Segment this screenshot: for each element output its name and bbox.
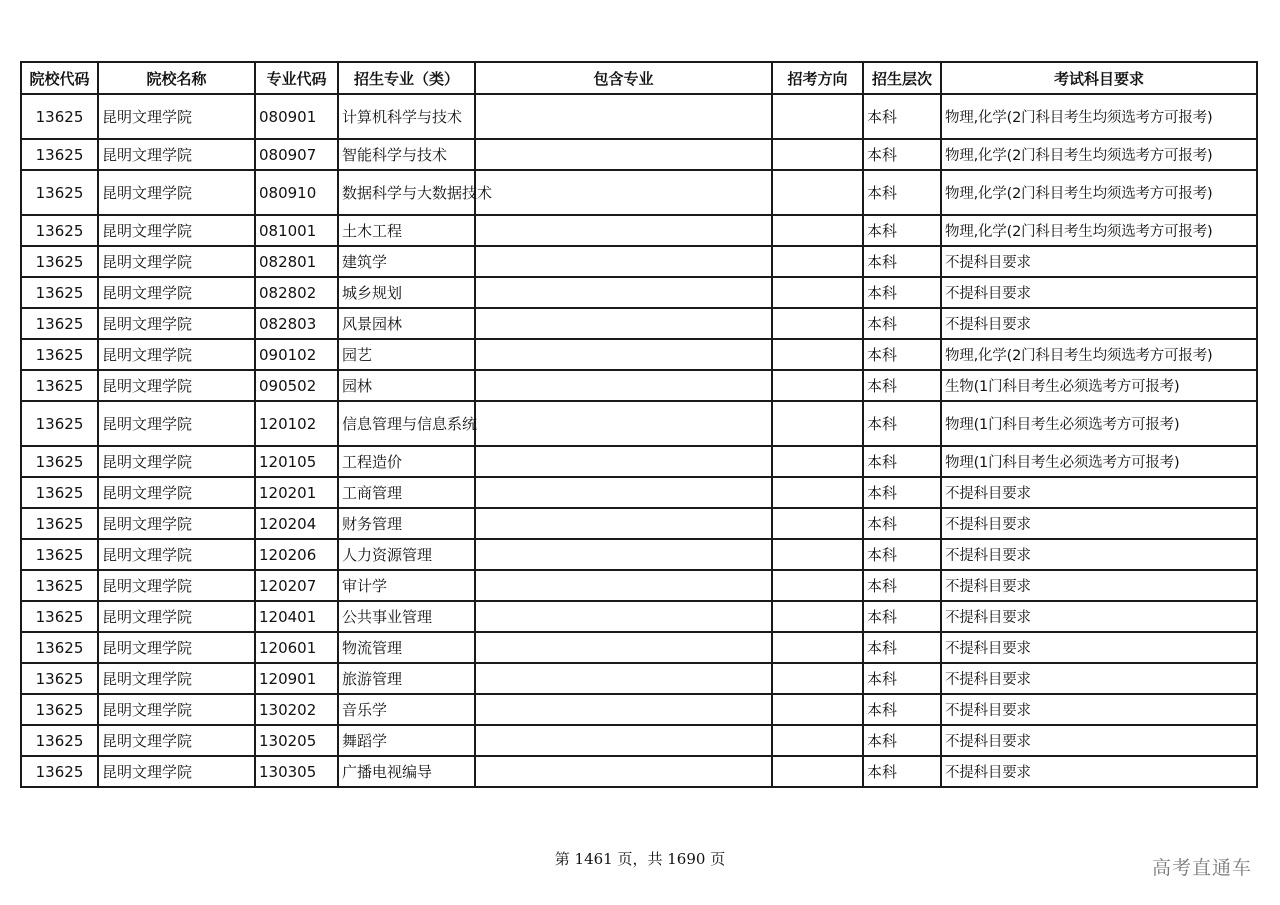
cell-school-code: 13625: [21, 756, 98, 787]
cell-school-code: 13625: [21, 632, 98, 663]
cell-major-code: 130202: [255, 694, 338, 725]
cell-direction: [772, 663, 863, 694]
cell-school-name: 昆明文理学院: [98, 139, 255, 170]
table-row: [21, 170, 1257, 215]
cell-level: 本科: [863, 539, 941, 570]
cell-major: 工商管理: [338, 477, 475, 508]
cell-major: 旅游管理: [338, 663, 475, 694]
table-row: [21, 94, 1257, 139]
table-row: [21, 246, 1257, 277]
cell-school-code: 13625: [21, 663, 98, 694]
cell-direction: [772, 446, 863, 477]
cell-school-code: 13625: [21, 539, 98, 570]
cell-major: 建筑学: [338, 246, 475, 277]
cell-level: 本科: [863, 756, 941, 787]
cell-major: 公共事业管理: [338, 601, 475, 632]
cell-major: 财务管理: [338, 508, 475, 539]
cell-included-majors: [475, 632, 772, 663]
cell-subject-requirement: 物理(1门科目考生必须选考方可报考): [941, 446, 1257, 477]
cell-school-name: 昆明文理学院: [98, 246, 255, 277]
cell-school-name: 昆明文理学院: [98, 663, 255, 694]
cell-subject-requirement: 物理,化学(2门科目考生均须选考方可报考): [941, 94, 1257, 139]
cell-major-code: 120206: [255, 539, 338, 570]
cell-subject-requirement: 物理,化学(2门科目考生均须选考方可报考): [941, 139, 1257, 170]
cell-included-majors: [475, 508, 772, 539]
cell-major-code: 082803: [255, 308, 338, 339]
header-subject-requirement: 考试科目要求: [941, 62, 1257, 94]
table-row: [21, 725, 1257, 756]
cell-direction: [772, 139, 863, 170]
cell-school-code: 13625: [21, 339, 98, 370]
cell-included-majors: [475, 215, 772, 246]
cell-school-name: 昆明文理学院: [98, 539, 255, 570]
cell-subject-requirement: 不提科目要求: [941, 725, 1257, 756]
cell-school-code: 13625: [21, 446, 98, 477]
cell-major-code: 080907: [255, 139, 338, 170]
cell-included-majors: [475, 539, 772, 570]
cell-subject-requirement: 不提科目要求: [941, 477, 1257, 508]
cell-school-code: 13625: [21, 401, 98, 446]
cell-school-code: 13625: [21, 94, 98, 139]
cell-major-code: 120401: [255, 601, 338, 632]
header-level: 招生层次: [863, 62, 941, 94]
cell-direction: [772, 339, 863, 370]
cell-school-name: 昆明文理学院: [98, 694, 255, 725]
cell-subject-requirement: 不提科目要求: [941, 663, 1257, 694]
cell-school-name: 昆明文理学院: [98, 570, 255, 601]
table-row: [21, 370, 1257, 401]
cell-included-majors: [475, 139, 772, 170]
cell-direction: [772, 601, 863, 632]
cell-included-majors: [475, 570, 772, 601]
table-row: [21, 570, 1257, 601]
cell-major-code: 120204: [255, 508, 338, 539]
cell-direction: [772, 570, 863, 601]
page-number: 第 1461 页，共 1690 页: [554, 850, 726, 868]
header-major: 招生专业（类）: [338, 62, 475, 94]
cell-school-code: 13625: [21, 277, 98, 308]
cell-included-majors: [475, 663, 772, 694]
cell-level: 本科: [863, 601, 941, 632]
cell-direction: [772, 694, 863, 725]
cell-direction: [772, 539, 863, 570]
table-body: [21, 94, 1257, 787]
cell-school-name: 昆明文理学院: [98, 632, 255, 663]
cell-subject-requirement: 物理,化学(2门科目考生均须选考方可报考): [941, 339, 1257, 370]
cell-school-code: 13625: [21, 477, 98, 508]
cell-major-code: 082801: [255, 246, 338, 277]
header-included-majors: 包含专业: [475, 62, 772, 94]
cell-level: 本科: [863, 139, 941, 170]
cell-major-code: 080910: [255, 170, 338, 215]
cell-major-code: 120105: [255, 446, 338, 477]
cell-level: 本科: [863, 339, 941, 370]
cell-subject-requirement: 不提科目要求: [941, 308, 1257, 339]
table-row: [21, 508, 1257, 539]
cell-included-majors: [475, 170, 772, 215]
cell-subject-requirement: 不提科目要求: [941, 694, 1257, 725]
cell-included-majors: [475, 756, 772, 787]
admissions-table: [20, 61, 1258, 788]
cell-included-majors: [475, 94, 772, 139]
cell-level: 本科: [863, 94, 941, 139]
cell-level: 本科: [863, 446, 941, 477]
cell-direction: [772, 508, 863, 539]
cell-included-majors: [475, 339, 772, 370]
cell-direction: [772, 277, 863, 308]
cell-major: 物流管理: [338, 632, 475, 663]
cell-direction: [772, 370, 863, 401]
cell-major-code: 130305: [255, 756, 338, 787]
cell-major: 人力资源管理: [338, 539, 475, 570]
cell-included-majors: [475, 477, 772, 508]
cell-school-name: 昆明文理学院: [98, 370, 255, 401]
cell-major: 计算机科学与技术: [338, 94, 475, 139]
header-school-code: 院校代码: [21, 62, 98, 94]
cell-major: 音乐学: [338, 694, 475, 725]
cell-subject-requirement: 不提科目要求: [941, 756, 1257, 787]
cell-level: 本科: [863, 215, 941, 246]
cell-major: 智能科学与技术: [338, 139, 475, 170]
cell-direction: [772, 94, 863, 139]
cell-major: 城乡规划: [338, 277, 475, 308]
cell-included-majors: [475, 246, 772, 277]
cell-school-code: 13625: [21, 694, 98, 725]
cell-subject-requirement: 不提科目要求: [941, 632, 1257, 663]
table-row: [21, 339, 1257, 370]
cell-direction: [772, 756, 863, 787]
cell-school-name: 昆明文理学院: [98, 215, 255, 246]
cell-major: 广播电视编导: [338, 756, 475, 787]
cell-included-majors: [475, 401, 772, 446]
cell-school-name: 昆明文理学院: [98, 94, 255, 139]
cell-included-majors: [475, 308, 772, 339]
cell-school-code: 13625: [21, 725, 98, 756]
header-major-code: 专业代码: [255, 62, 338, 94]
cell-level: 本科: [863, 570, 941, 601]
cell-subject-requirement: 生物(1门科目考生必须选考方可报考): [941, 370, 1257, 401]
header-school-name: 院校名称: [98, 62, 255, 94]
cell-level: 本科: [863, 246, 941, 277]
cell-direction: [772, 170, 863, 215]
cell-included-majors: [475, 725, 772, 756]
cell-school-code: 13625: [21, 139, 98, 170]
cell-major: 审计学: [338, 570, 475, 601]
header-direction: 招考方向: [772, 62, 863, 94]
cell-level: 本科: [863, 370, 941, 401]
cell-school-code: 13625: [21, 246, 98, 277]
cell-major: 信息管理与信息系统: [338, 401, 475, 446]
table-row: [21, 308, 1257, 339]
watermark-logo: 高考直通车: [1151, 857, 1252, 879]
cell-included-majors: [475, 694, 772, 725]
cell-major-code: 090502: [255, 370, 338, 401]
cell-school-code: 13625: [21, 170, 98, 215]
cell-major: 数据科学与大数据技术: [338, 170, 475, 215]
cell-direction: [772, 401, 863, 446]
cell-included-majors: [475, 370, 772, 401]
table-row: [21, 477, 1257, 508]
cell-major: 园林: [338, 370, 475, 401]
table-row: [21, 539, 1257, 570]
cell-included-majors: [475, 601, 772, 632]
cell-level: 本科: [863, 170, 941, 215]
cell-subject-requirement: 物理,化学(2门科目考生均须选考方可报考): [941, 170, 1257, 215]
cell-school-code: 13625: [21, 508, 98, 539]
cell-direction: [772, 725, 863, 756]
cell-subject-requirement: 不提科目要求: [941, 246, 1257, 277]
cell-school-code: 13625: [21, 570, 98, 601]
cell-subject-requirement: 物理(1门科目考生必须选考方可报考): [941, 401, 1257, 446]
cell-school-code: 13625: [21, 308, 98, 339]
cell-school-name: 昆明文理学院: [98, 725, 255, 756]
cell-major-code: 120601: [255, 632, 338, 663]
cell-school-name: 昆明文理学院: [98, 601, 255, 632]
cell-subject-requirement: 物理,化学(2门科目考生均须选考方可报考): [941, 215, 1257, 246]
cell-school-code: 13625: [21, 215, 98, 246]
cell-included-majors: [475, 446, 772, 477]
cell-school-name: 昆明文理学院: [98, 477, 255, 508]
cell-direction: [772, 215, 863, 246]
cell-school-name: 昆明文理学院: [98, 170, 255, 215]
table-row: [21, 215, 1257, 246]
table-row: [21, 756, 1257, 787]
table-row: [21, 694, 1257, 725]
cell-school-name: 昆明文理学院: [98, 756, 255, 787]
cell-major-code: 120901: [255, 663, 338, 694]
cell-major: 园艺: [338, 339, 475, 370]
table-row: [21, 601, 1257, 632]
cell-major-code: 120201: [255, 477, 338, 508]
cell-major-code: 120207: [255, 570, 338, 601]
cell-major-code: 120102: [255, 401, 338, 446]
cell-subject-requirement: 不提科目要求: [941, 277, 1257, 308]
cell-school-name: 昆明文理学院: [98, 339, 255, 370]
cell-major-code: 080901: [255, 94, 338, 139]
cell-level: 本科: [863, 308, 941, 339]
cell-direction: [772, 308, 863, 339]
cell-direction: [772, 477, 863, 508]
cell-major-code: 130205: [255, 725, 338, 756]
cell-level: 本科: [863, 632, 941, 663]
cell-major-code: 090102: [255, 339, 338, 370]
cell-school-code: 13625: [21, 370, 98, 401]
table-row: [21, 401, 1257, 446]
cell-subject-requirement: 不提科目要求: [941, 570, 1257, 601]
cell-included-majors: [475, 277, 772, 308]
table-row: [21, 277, 1257, 308]
cell-level: 本科: [863, 477, 941, 508]
cell-subject-requirement: 不提科目要求: [941, 539, 1257, 570]
cell-level: 本科: [863, 401, 941, 446]
cell-direction: [772, 246, 863, 277]
cell-major: 工程造价: [338, 446, 475, 477]
table-row: [21, 663, 1257, 694]
cell-school-name: 昆明文理学院: [98, 508, 255, 539]
table-header-row: [21, 62, 1257, 94]
cell-level: 本科: [863, 694, 941, 725]
cell-level: 本科: [863, 277, 941, 308]
table-row: [21, 632, 1257, 663]
cell-direction: [772, 632, 863, 663]
cell-major: 土木工程: [338, 215, 475, 246]
cell-major: 舞蹈学: [338, 725, 475, 756]
cell-level: 本科: [863, 508, 941, 539]
cell-subject-requirement: 不提科目要求: [941, 508, 1257, 539]
cell-school-code: 13625: [21, 601, 98, 632]
table-row: [21, 139, 1257, 170]
cell-level: 本科: [863, 663, 941, 694]
cell-major-code: 081001: [255, 215, 338, 246]
cell-school-name: 昆明文理学院: [98, 446, 255, 477]
cell-school-name: 昆明文理学院: [98, 277, 255, 308]
cell-school-name: 昆明文理学院: [98, 401, 255, 446]
table-row: [21, 446, 1257, 477]
cell-level: 本科: [863, 725, 941, 756]
cell-major-code: 082802: [255, 277, 338, 308]
cell-major: 风景园林: [338, 308, 475, 339]
cell-school-name: 昆明文理学院: [98, 308, 255, 339]
cell-subject-requirement: 不提科目要求: [941, 601, 1257, 632]
